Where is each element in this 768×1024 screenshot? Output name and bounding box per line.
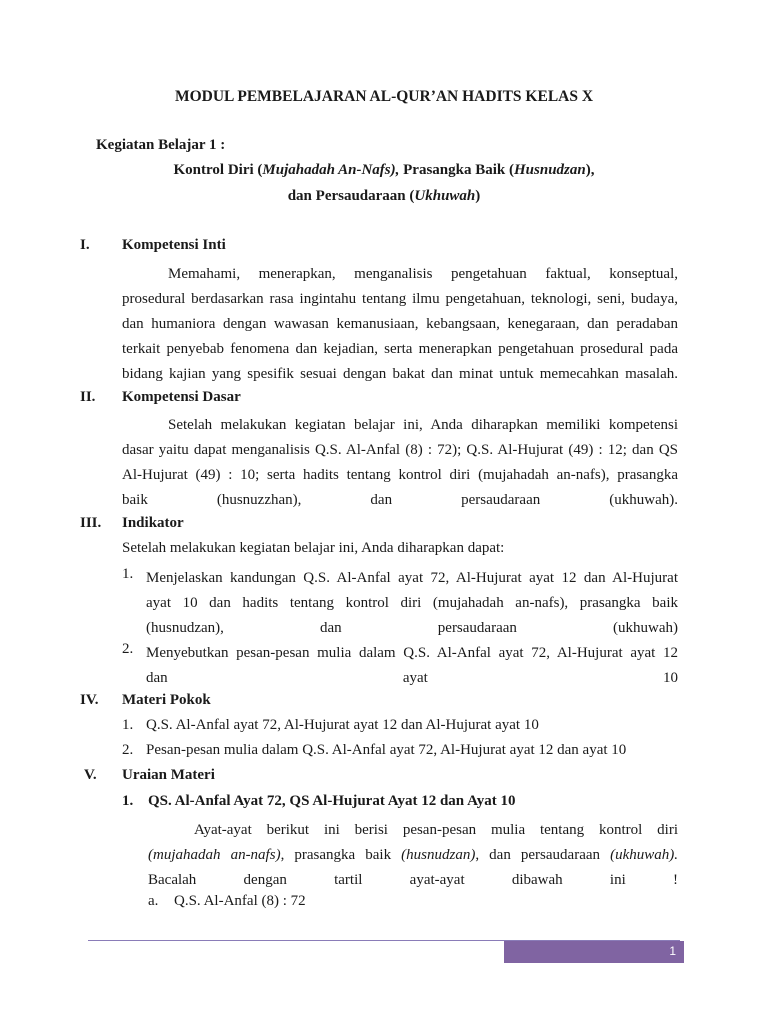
subtitle-part: Kontrol Diri (	[173, 162, 263, 178]
section-heading: Materi Pokok	[122, 692, 211, 708]
text-line: bidang kajian yang spesifik sesuai dengan bakat dan minat untuk memecahkan masalah.	[122, 366, 678, 382]
text-line: (husnudzan), dan persaudaraan (ukhuwah)	[146, 620, 678, 636]
section-number: II.	[80, 389, 96, 405]
text-line: baik (husnuzzhan), dan persaudaraan (ukhuwah).	[122, 492, 678, 508]
subtitle-italic: Mujahadah An-Nafs),	[262, 162, 400, 178]
list-number: 1.	[122, 793, 134, 809]
subtitle-line-2	[0, 188, 768, 205]
list-number: 1.	[122, 717, 134, 733]
indikator-intro: Setelah melakukan kegiatan belajar ini, Anda diharapkan dapat:	[122, 540, 505, 556]
subtitle-part: )	[475, 188, 481, 204]
section-heading: Indikator	[122, 515, 184, 531]
materi-item-1: Q.S. Al-Anfal ayat 72, Al-Hujurat ayat 12 dan Al-Hujurat ayat 10	[146, 717, 539, 733]
paragraph-kompetensi-dasar	[122, 413, 678, 513]
text-line: Menyebutkan pesan-pesan mulia dalam Q.S. Al-Anfal ayat 72, Al-Hujurat ayat 12	[146, 645, 678, 661]
subtitle-part: ),	[585, 162, 595, 178]
subtitle-part: dan Persaudaraan (	[287, 188, 415, 204]
list-letter: a.	[148, 893, 159, 909]
list-number: 1.	[122, 566, 134, 582]
text-line: Menjelaskan kandungan Q.S. Al-Anfal ayat 72, Al-Hujurat ayat 12 dan Al-Hujurat	[146, 570, 678, 586]
indikator-item-1	[146, 566, 678, 641]
subtitle-italic: Husnudzan	[514, 162, 586, 178]
text-line: ayat 10 dan hadits tentang kontrol diri (mujahadah an-nafs), prasangka baik	[146, 595, 678, 611]
page-number: 1	[669, 944, 676, 958]
paragraph-kompetensi-inti	[122, 262, 678, 387]
materi-item-2: Pesan-pesan mulia dalam Q.S. Al-Anfal ayat 72, Al-Hujurat ayat 12 dan ayat 10	[146, 742, 627, 758]
subsection-heading: QS. Al-Anfal Ayat 72, QS Al-Hujurat Ayat 12 dan Ayat 10	[148, 793, 516, 809]
text-line: Ayat-ayat berikut ini berisi pesan-pesan mulia tentang kontrol diri	[194, 822, 678, 838]
text-line: dan ayat 10	[146, 670, 678, 686]
subtitle-part: Prasangka Baik (	[399, 162, 514, 178]
indikator-item-2	[146, 641, 678, 691]
italic-term: (mujahadah an-nafs)	[148, 847, 281, 863]
text-line: dan humaniora dengan wawasan kemanusiaan, kebangsaan, kenegaraan, dan peradaban	[122, 316, 678, 332]
text-line	[148, 843, 678, 868]
text-line: Bacalah dengan tartil ayat-ayat dibawah ini !	[148, 872, 678, 888]
section-heading: Kompetensi Dasar	[122, 389, 241, 405]
text-part: , prasangka baik	[280, 847, 402, 863]
subtitle-italic: Ukhuwah	[414, 188, 476, 204]
text-part: , dan persaudaraan	[475, 847, 611, 863]
section-number: IV.	[80, 692, 99, 708]
text-line: terkait penyebab fenomena dan kejadian, serta menerapkan pengetahuan prosedural pada	[122, 341, 678, 357]
section-number: V.	[84, 767, 97, 783]
ayat-reference: Q.S. Al-Anfal (8) : 72	[174, 893, 306, 909]
text-line: Setelah melakukan kegiatan belajar ini, Anda diharapkan memiliki kompetensi	[168, 417, 678, 433]
section-heading: Kompetensi Inti	[122, 237, 226, 253]
italic-term: (husnudzan)	[401, 847, 476, 863]
kegiatan-label: Kegiatan Belajar 1 :	[96, 137, 226, 153]
list-number: 2.	[122, 742, 134, 758]
text-line: dasar yaitu dapat menganalisis Q.S. Al-Anfal (8) : 72); Q.S. Al-Hujurat (49) : 12; dan QS	[122, 442, 678, 458]
subtitle-line-1	[0, 162, 768, 179]
section-heading: Uraian Materi	[122, 767, 215, 783]
italic-term: (ukhuwah).	[610, 847, 678, 863]
document-title: MODUL PEMBELAJARAN AL-QUR’AN HADITS KELAS X	[174, 88, 594, 105]
section-number: III.	[80, 515, 102, 531]
text-line: Memahami, menerapkan, menganalisis pengetahuan faktual, konseptual,	[168, 266, 678, 282]
text-line: Al-Hujurat (49) : 10; serta hadits tentang kontrol diri (mujahadah an-nafs), prasangka	[122, 467, 678, 483]
list-number: 2.	[122, 641, 134, 657]
paragraph-uraian	[148, 818, 678, 893]
section-number: I.	[80, 237, 90, 253]
text-line: prosedural berdasarkan rasa ingintahu tentang ilmu pengetahuan, teknologi, seni, budaya,	[122, 291, 678, 307]
